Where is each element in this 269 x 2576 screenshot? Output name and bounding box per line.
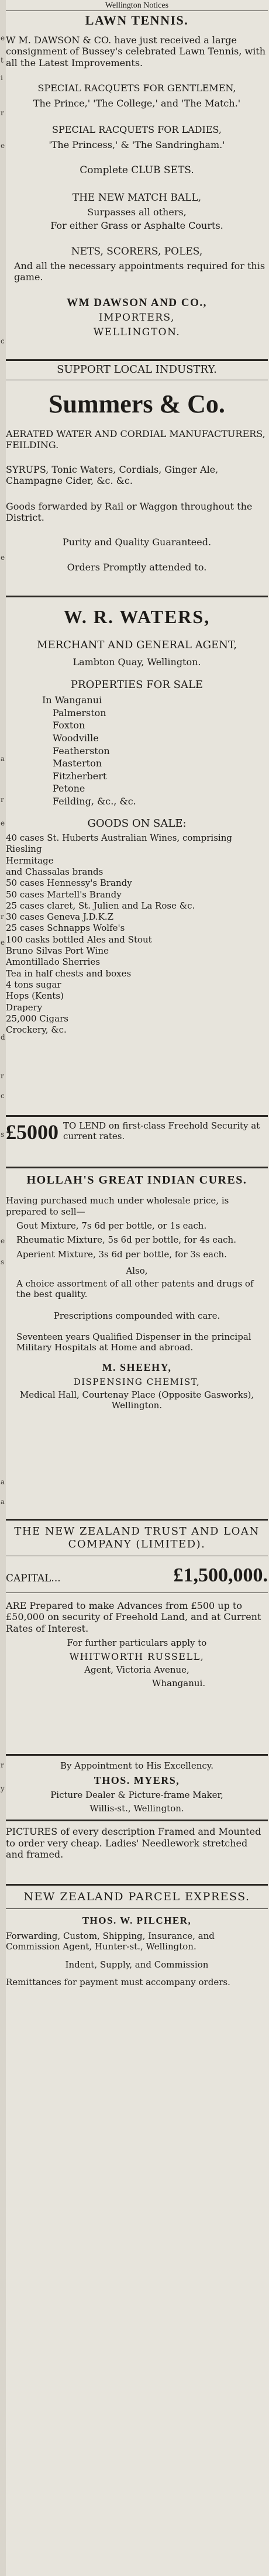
- sheehy-role: DISPENSING CHEMIST,: [73, 1376, 201, 1387]
- cures-years: Seventeen years Qualified Dispenser in the principal Military Hospitals at Home and abroad.: [16, 1332, 251, 1353]
- loan-amount: £5000: [6, 1120, 58, 1144]
- cures-also: Also,: [126, 1265, 148, 1276]
- waters-goods-item: 50 cases Hennessy's Brandy: [6, 878, 132, 889]
- waters-place-item: Masterton: [53, 758, 102, 769]
- loan-row: [6, 1120, 268, 1144]
- section-rule: [6, 1884, 268, 1886]
- edge-letter: e: [1, 142, 5, 150]
- pictures-ad: [6, 1820, 268, 1860]
- lawn-gentlemen-title: SPECIAL RACQUETS FOR GENTLEMEN,: [37, 82, 236, 94]
- waters-place-item: Feilding, &c., &c.: [53, 795, 136, 807]
- edge-letter: c: [1, 1092, 5, 1100]
- waters-properties-in: In Wanganui: [42, 694, 102, 706]
- parcel-name: THOS. W. PILCHER,: [82, 1915, 192, 1927]
- lawn-ladies-list: 'The Princess,' & 'The Sandringham.': [49, 139, 225, 150]
- waters-place-item: Fitzherbert: [53, 770, 107, 782]
- lawn-club-sets: Complete CLUB SETS.: [80, 164, 194, 177]
- waters-goods-title: GOODS ON SALE:: [87, 817, 187, 830]
- summers-syrups: SYRUPS, Tonic Waters, Cordials, Ginger Ale, Champagne Cider, &c. &c.: [6, 463, 219, 487]
- section-rule: [6, 1167, 268, 1168]
- edge-letter: d: [1, 1033, 5, 1041]
- loan-ad: [6, 1115, 268, 1144]
- newspaper-column: [6, 0, 268, 2576]
- loan-text: TO LEND on first-class Freehold Security at current rates.: [63, 1120, 260, 1142]
- waters-properties-title: PROPERTIES FOR SALE: [70, 678, 204, 691]
- cures-gout: Gout Mixture, 7s 6d per bottle, or 1s each.: [16, 1220, 207, 1231]
- summers-name: Summers & Co.: [49, 389, 225, 418]
- edge-letter: e: [1, 1237, 5, 1245]
- trust-capital-row: [6, 1564, 268, 1587]
- waters-place-item: Petone: [53, 783, 85, 795]
- parcel-ad: [6, 1884, 268, 1987]
- cures-rheumatic: Rheumatic Mixture, 5s 6d per bottle, for 4s each.: [16, 1234, 236, 1246]
- lawn-ball-2: For either Grass or Asphalte Courts.: [50, 220, 223, 232]
- waters-goods-item: 25 cases Schnapps Wolfe's: [6, 923, 125, 934]
- waters-goods-item: Hops (Kents): [6, 990, 64, 1002]
- myers-role: Picture Dealer & Picture-frame Maker,: [50, 1790, 223, 1801]
- trust-further: For further particulars apply to: [67, 1638, 207, 1649]
- edge-letter: c: [1, 337, 5, 345]
- cures-prescriptions: Prescriptions compounded with care.: [53, 1310, 220, 1321]
- lawn-ball-1: Surpasses all others,: [87, 206, 187, 218]
- myers-appointment: By Appointment to His Excellency.: [60, 1760, 214, 1771]
- section-rule: [6, 596, 268, 597]
- waters-goods-item: Crockery, &c.: [6, 1024, 67, 1036]
- waters-goods-item: Hermitage: [6, 855, 54, 866]
- cures-title: HOLLAH'S GREAT INDIAN CURES.: [26, 1174, 247, 1186]
- page-header: Wellington Notices: [105, 1, 169, 10]
- waters-goods-item: 25,000 Cigars: [6, 1013, 68, 1024]
- edge-letter: i: [1, 74, 3, 82]
- edge-letter: y: [1, 1784, 5, 1793]
- waters-places-list: [6, 707, 268, 807]
- lawn-nets: NETS, SCORERS, POLES,: [71, 245, 203, 257]
- edge-letter: r: [1, 796, 4, 804]
- trust-agent-2: Agent, Victoria Avenue,: [84, 1664, 189, 1676]
- edge-letter: s: [1, 1130, 5, 1139]
- lawn-gentlemen-list: The Prince,' 'The College,' and 'The Match.': [33, 97, 241, 109]
- waters-goods-item: 100 casks bottled Ales and Stout: [6, 934, 152, 945]
- cures-aperient: Aperient Mixture, 3s 6d per bottle, for 3s each.: [16, 1249, 227, 1260]
- waters-goods-item: Amontillado Sherries: [6, 957, 101, 968]
- trust-title: THE NEW ZEALAND TRUST AND LOAN COMPANY (LIMITED).: [14, 1525, 260, 1550]
- section-rule: [6, 1519, 268, 1521]
- summers-sub: AERATED WATER AND CORDIAL MANUFACTURERS, FEILDING.: [6, 428, 265, 451]
- lawn-firm-2: IMPORTERS,: [99, 311, 175, 324]
- lawn-nets-2: And all the necessary appointments required for this game.: [14, 260, 265, 283]
- lawn-ladies-title: SPECIAL RACQUETS FOR LADIES,: [52, 124, 222, 136]
- edge-letter: r: [1, 1761, 4, 1769]
- waters-place-item: Palmerston: [53, 707, 106, 718]
- trust-agent: WHITWORTH RUSSELL,: [69, 1650, 205, 1662]
- sheehy-address: Medical Hall, Courtenay Place (Opposite Gasworks), Wellington.: [19, 1389, 254, 1411]
- parcel-role: Forwarding, Custom, Shipping, Insurance, and Commission Agent, Hunter-st., Wellington.: [6, 1930, 215, 1952]
- summers-orders: Orders Promptly attended to.: [67, 562, 207, 573]
- lawn-firm: WM DAWSON AND CO.,: [67, 296, 207, 309]
- summers-forward: Goods forwarded by Rail or Waggon throughout the District.: [6, 500, 253, 524]
- myers-name: THOS. MYERS,: [94, 1774, 180, 1787]
- edge-letter: e: [1, 553, 5, 562]
- cures-choice: A choice assortment of all other patents and drugs of the best quality.: [16, 1278, 254, 1300]
- lawn-ball-title: THE NEW MATCH BALL,: [72, 192, 202, 204]
- waters-place-item: Woodville: [53, 732, 99, 744]
- section-rule: [6, 1754, 268, 1756]
- edge-letter: s: [1, 1258, 5, 1266]
- trust-body: ARE Prepared to make Advances from £500 up to £50,000 on security of Freehold Land, and at Current Rates of Interest.: [6, 1600, 261, 1634]
- summers-banner: SUPPORT LOCAL INDUSTRY.: [57, 363, 217, 376]
- section-rule: [6, 1908, 268, 1909]
- edge-letter: r: [1, 913, 4, 921]
- trust-loan-ad: [6, 1519, 268, 1688]
- lawn-title: LAWN TENNIS.: [85, 13, 189, 27]
- lawn-firm-3: WELLINGTON.: [93, 326, 181, 338]
- myers-address: Willis-st., Wellington.: [89, 1803, 184, 1814]
- myers-ad: [6, 1754, 268, 1814]
- edge-letter: a: [1, 1478, 5, 1486]
- waters-goods-item: Bruno Silvas Port Wine: [6, 945, 109, 957]
- waters-goods-item: and Chassalas brands: [6, 866, 104, 877]
- waters-goods-item: 4 tons sugar: [6, 979, 61, 990]
- waters-ad: [6, 596, 268, 1035]
- waters-goods-item: 25 cases claret, St. Julien and La Rose &c.: [6, 900, 195, 911]
- waters-goods-item: Tea in half chests and boxes: [6, 968, 132, 979]
- summers-ad: [6, 359, 268, 573]
- waters-place-item: Foxton: [53, 720, 85, 731]
- parcel-indent: Indent, Supply, and Commission: [65, 1959, 209, 1970]
- parcel-title: NEW ZEALAND PARCEL EXPRESS.: [23, 1890, 250, 1903]
- edge-letter: e: [1, 819, 5, 827]
- edge-letter: t: [1, 56, 4, 64]
- waters-role: MERCHANT AND GENERAL AGENT,: [37, 639, 237, 652]
- waters-goods-item: Drapery: [6, 1002, 43, 1013]
- trust-capital-label: CAPITAL...: [6, 1572, 61, 1584]
- edge-letter: a: [1, 1498, 5, 1506]
- edge-letter: e: [1, 34, 5, 42]
- waters-address: Lambton Quay, Wellington.: [73, 656, 201, 668]
- waters-goods-item: 40 cases St. Huberts Australian Wines, comprising: [6, 833, 232, 844]
- sheehy-name: M. SHEEHY,: [102, 1361, 172, 1373]
- lawn-intro: W M. DAWSON & CO. have just received a large consignment of Bussey's celebrated Lawn Tennis, with all the Latest Improvements.: [6, 34, 266, 68]
- left-edge-strip: [0, 0, 6, 2576]
- section-rule: [6, 1820, 268, 1821]
- section-rule: [6, 1115, 268, 1117]
- trust-agent-3: Whanganui.: [152, 1677, 206, 1688]
- section-rule: [6, 359, 268, 361]
- edge-letter: r: [1, 109, 4, 117]
- summers-purity: Purity and Quality Guaranteed.: [62, 536, 212, 548]
- edge-letter: r: [1, 1072, 4, 1080]
- cures-intro: Having purchased much under wholesale price, is prepared to sell—: [6, 1195, 229, 1217]
- edge-letter: e: [1, 938, 5, 947]
- pictures-text: PICTURES of every description Framed and Mounted to order very cheap. Ladies' Needlework stretched and framed.: [6, 1826, 261, 1860]
- trust-capital: £1,500,000.: [173, 1564, 268, 1586]
- waters-goods-item: Riesling: [6, 844, 42, 855]
- waters-goods-item: 30 cases Geneva J.D.K.Z: [6, 912, 114, 923]
- parcel-remittances: Remittances for payment must accompany orders.: [6, 1976, 230, 1987]
- waters-goods-item: 50 cases Martell's Brandy: [6, 889, 122, 900]
- waters-goods-list: [6, 833, 268, 1035]
- edge-letter: a: [1, 755, 5, 763]
- indian-cures-ad: [6, 1167, 268, 1411]
- waters-place-item: Featherston: [53, 745, 110, 756]
- lawn-tennis-ad: [6, 13, 268, 338]
- waters-name: W. R. WATERS,: [63, 606, 211, 627]
